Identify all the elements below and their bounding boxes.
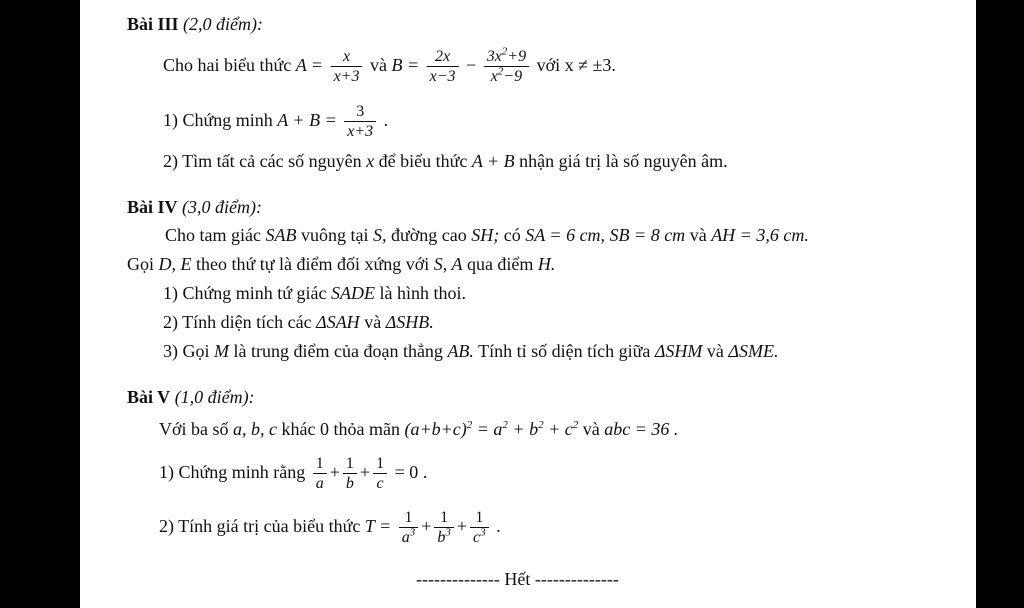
bai5-p1-a: Với ba số	[159, 419, 229, 439]
bai3-q1-text: 1) Chứng minh	[163, 110, 273, 130]
bai5-p1-abc: a, b, c	[233, 419, 278, 439]
identity-b: + b	[512, 419, 539, 439]
fraction-1c-num: 1	[376, 455, 385, 473]
bai4-p1-a: Cho tam giác	[165, 225, 261, 245]
fraction-1b3-num: 1	[440, 509, 449, 527]
b2-den-tail: −9	[503, 68, 523, 86]
bai3-q1-end: .	[383, 110, 389, 130]
bai3-q2-a: 2) Tìm tất cả các số nguyên	[163, 151, 362, 171]
b3-base: b	[437, 529, 446, 547]
bai3-title: Bài III	[127, 14, 179, 34]
fraction-b1-den: x−3	[427, 66, 459, 86]
bai4-q3-c: Tính tỉ số diện tích giữa	[478, 341, 651, 361]
exam-content	[80, 0, 976, 608]
bai4-q1-sade: SADE	[331, 283, 375, 303]
minus-sign: −	[466, 55, 477, 75]
bai4-p1-e: và	[689, 225, 707, 245]
bai4-q2-a: 2) Tính diện tích các	[163, 312, 312, 332]
identity-lhs-exp: 2	[466, 419, 473, 431]
bai5-q2: 2) Tính giá trị của biểu thức T = $\frac{1}{a^3}$ + $\frac{1}{b^3}$ + $\frac{1}{c^3}$ .	[159, 509, 501, 547]
bai5-q2-text: 2) Tính giá trị của biểu thức	[159, 516, 361, 536]
fraction-1-over-b3	[434, 508, 454, 547]
fraction-q1-num: 3	[356, 103, 365, 121]
fraction-b2-den	[484, 66, 529, 86]
fraction-1-over-a	[313, 454, 327, 493]
fraction-b1-num: 2x	[435, 48, 451, 66]
fraction-1-over-c3	[470, 508, 489, 547]
fraction-1c3-num: 1	[475, 509, 484, 527]
bai4-q2-t1: ΔSAH	[316, 312, 360, 332]
bai3-q2-expr: A + B	[471, 151, 515, 171]
expr-a-lhs: A =	[295, 55, 324, 75]
identity-c: + c	[548, 419, 573, 439]
bai4-p2-de: D, E	[158, 254, 192, 274]
b2-num-exp: 2	[501, 46, 508, 59]
fraction-a	[331, 47, 363, 86]
identity-b-exp: 2	[538, 419, 544, 431]
bai4-p1-s: S,	[372, 225, 387, 245]
fraction-a-num: x	[342, 48, 351, 66]
expr-b-lhs: B =	[391, 55, 420, 75]
fraction-1a3-num: 1	[404, 509, 413, 527]
identity-a-exp: 2	[502, 419, 508, 431]
bai4-q3-ab: AB.	[447, 341, 474, 361]
fraction-1a-num: 1	[315, 455, 324, 473]
bai5-q2-end: .	[496, 516, 501, 536]
bai3-points: (2,0 điểm):	[183, 14, 264, 34]
bai4-heading	[127, 196, 262, 218]
bai4-q3-b: là trung điểm của đoạn thẳng	[233, 341, 443, 361]
bai4-p1	[165, 224, 809, 246]
fraction-1b-den: b	[343, 473, 357, 493]
bai4-q3-t1: ΔSHM	[654, 341, 703, 361]
fraction-1-over-a3	[399, 508, 419, 547]
bai3-q1-lhs: A + B =	[277, 110, 337, 130]
fraction-b2	[484, 47, 529, 86]
bai5-heading	[127, 386, 255, 408]
bai4-p1-sh: SH;	[471, 225, 500, 245]
bai4-p2-c: qua điểm	[466, 254, 534, 274]
a3-exp: 3	[409, 527, 416, 540]
fraction-1b-num: 1	[345, 455, 354, 473]
fraction-1a-den: a	[313, 473, 327, 493]
bai4-p1-c: đường cao	[390, 225, 467, 245]
fraction-b1	[427, 47, 459, 86]
condition: với x ≠ ±3.	[536, 55, 616, 75]
bai4-p2-b: theo thứ tự là điểm đối xứng với	[196, 254, 430, 274]
bai5-q1-text: 1) Chứng minh rằng	[159, 462, 306, 482]
bai5-q1: 1) Chứng minh rằng $\frac{1}{a}$ + $\frac{1}{b}$ + $\frac{1}{c}$ = 0 .	[159, 455, 428, 493]
bai5-p1-and: và	[582, 419, 600, 439]
bai4-q3-a: 3) Gọi	[163, 341, 210, 361]
bai4-title: Bài IV	[127, 197, 178, 217]
bai4-q2-b: và	[364, 312, 382, 332]
bai3-intro-text: Cho hai biểu thức	[163, 55, 292, 75]
c3-base: c	[473, 529, 481, 547]
c3-exp: 3	[480, 527, 486, 540]
bai4-q1-a: 1) Chứng minh tứ giác	[163, 283, 327, 303]
end-label: Hết	[504, 569, 531, 589]
end-dashes-left: --------------	[416, 569, 500, 589]
bai3-q1	[163, 100, 388, 141]
and-word: và	[369, 55, 387, 75]
bai3-intro	[163, 45, 616, 86]
bai4-p2-a: Gọi	[127, 254, 154, 274]
bai4-q1-b: là hình thoi.	[379, 283, 466, 303]
document-page	[80, 0, 976, 608]
bai4-points: (3,0 điểm):	[182, 197, 262, 217]
bai5-q2-lhs: T =	[364, 516, 392, 536]
b2-den-base: x	[490, 68, 498, 86]
b2-num-base: 3x	[486, 48, 502, 66]
bai3-q2	[163, 150, 728, 172]
bai5-title: Bài V	[127, 387, 171, 407]
fraction-1c-den: c	[373, 473, 387, 493]
bai4-q2-t2: ΔSHB.	[385, 312, 434, 332]
bai4-p2-h: H.	[537, 254, 556, 274]
bai3-q2-var: x	[366, 151, 375, 171]
bai3-q2-c: nhận giá trị là số nguyên âm.	[519, 151, 728, 171]
bai5-p1-b: khác 0 thỏa mãn	[281, 419, 400, 439]
bai4-p1-b: vuông tại	[300, 225, 369, 245]
fraction-1c3-den	[470, 527, 489, 547]
bai4-q3-m: M	[214, 341, 229, 361]
bai4-p1-ah: AH = 3,6 cm.	[711, 225, 809, 245]
fraction-q1-den: x+3	[344, 121, 376, 141]
bai4-q3	[163, 340, 778, 362]
bai4-q3-t2: ΔSME.	[728, 341, 779, 361]
b3-exp: 3	[445, 527, 451, 540]
a3-base: a	[401, 529, 410, 547]
fraction-q1	[344, 102, 376, 141]
bai3-q2-b: để biểu thức	[378, 151, 468, 171]
fraction-1a3-den	[399, 527, 419, 547]
bai4-q3-d: và	[706, 341, 724, 361]
bai5-points: (1,0 điểm):	[174, 387, 255, 407]
bai5-q1-end: = 0 .	[394, 462, 428, 482]
bai4-p2	[127, 253, 555, 275]
bai5-p1-prod: abc = 36 .	[604, 419, 679, 439]
bai4-p2-sa: S, A	[433, 254, 463, 274]
identity-c-exp: 2	[572, 419, 579, 431]
bai5-p1	[159, 418, 678, 440]
b2-den-exp: 2	[497, 66, 504, 79]
bai4-q2	[163, 311, 434, 333]
bai4-p1-measures: SA = 6 cm, SB = 8 cm	[525, 225, 686, 245]
fraction-1b3-den	[434, 527, 454, 547]
bai5-identity	[404, 419, 578, 439]
end-dashes-right: --------------	[534, 569, 619, 589]
fraction-b2-num	[484, 47, 529, 66]
bai3-heading	[127, 13, 263, 35]
fraction-1-over-b	[343, 454, 357, 493]
b2-num-tail: +9	[507, 48, 527, 66]
bai4-p1-d: có	[503, 225, 521, 245]
bai4-p1-sab: SAB	[265, 225, 297, 245]
identity-eq-a: = a	[476, 419, 503, 439]
bai4-q1	[163, 282, 466, 304]
fraction-a-den: x+3	[331, 66, 363, 86]
end-marker	[416, 568, 619, 590]
fraction-1-over-c	[373, 454, 387, 493]
identity-lhs: (a+b+c)	[404, 419, 467, 439]
